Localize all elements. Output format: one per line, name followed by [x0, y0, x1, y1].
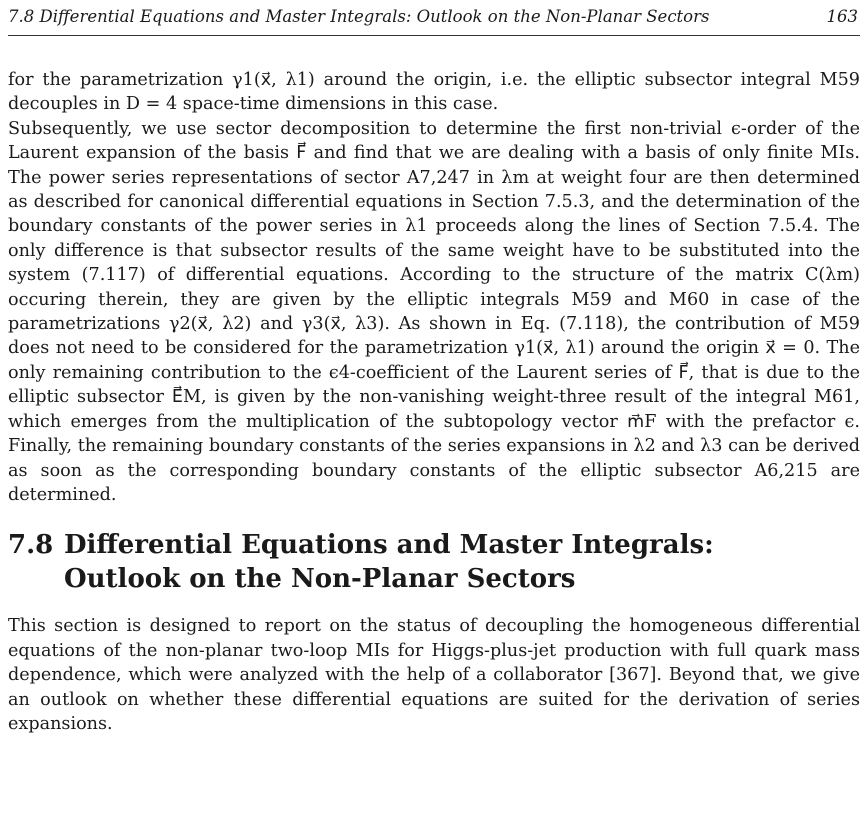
paragraph-1: for the parametrization γ1(x⃗, λ1) around the origin, i.e. the elliptic subsector integral M59 decouples in D = 4 space-time dimensions in this case.: [8, 70, 860, 115]
page-number: 163: [826, 7, 858, 26]
section-number: 7.8: [8, 530, 54, 561]
running-head: [8, 7, 858, 27]
main-text: [8, 68, 860, 736]
section-title-line-2: Outlook on the Non-Planar Sectors: [64, 564, 576, 595]
running-head-title: 7.8 Differential Equations and Master Integrals: Outlook on the Non-Planar Sectors: [8, 7, 710, 26]
section-heading: [8, 528, 860, 596]
paragraph-3: This section is designed to report on the status of decoupling the homogeneous differential equations of the non-planar two-loop MIs for Higgs-plus-jet production with full quark mass dependence, which were analyzed with the help of a collaborator [367]. Beyond that, we give an outlook on whether these differential equations are suited for the derivation of series expansions.: [8, 616, 860, 734]
header-rule: [8, 35, 860, 36]
paragraph-2: Subsequently, we use sector decomposition to determine the first non-trivial ϵ-order of the Laurent expansion of the basis F⃗ and find that we are dealing with a basis of only finite MIs. The power series representations of sector A7,247 in λm at weight four are then determined as described for canonical differential equations in Section 7.5.3, and the determination of the boundary constants of the power series in λ1 proceeds along the lines of Section 7.5.4. The only difference is that subsector results of the same weight have to be substituted into the system (7.117) of differential equations. According to the structure of the matrix C(λm) occuring therein, they are given by the elliptic integrals M59 and M60 in case of the parametrizations γ2(x⃗, λ2) and γ3(x⃗, λ3). As shown in Eq. (7.118), the contribution of M59 does not need to be considered for the parametrization γ1(x⃗, λ1) around the origin x⃗ = 0. The only remaining contribution to the ϵ4-coefficient of the Laurent series of F⃗, that is due to the elliptic subsector E⃗M, is given by the non-vanishing weight-three result of the integral M61, which emerges from the multiplication of the subtopology vector m⃗F with the prefactor ϵ. Finally, the remaining boundary constants of the series expansions in λ2 and λ3 can be derived as soon as the corresponding boundary constants of the elliptic subsector A6,215 are determined.: [8, 118, 860, 505]
section-title-line-1: Differential Equations and Master Integrals:: [64, 530, 714, 561]
section-title: [64, 528, 860, 596]
